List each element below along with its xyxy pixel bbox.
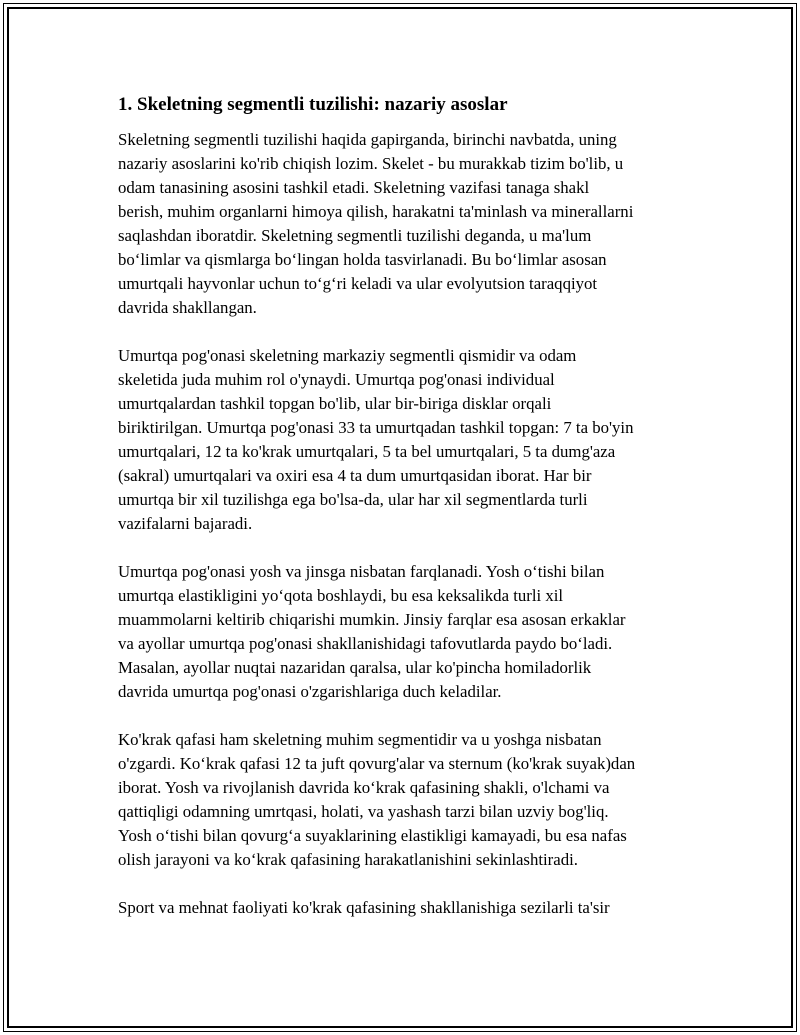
text-line: (sakral) umurtqalari va oxiri esa 4 ta dum umurtqasidan iborat. Har bir [118,466,592,485]
text-line: biriktirilgan. Umurtqa pog'onasi 33 ta umurtqadan tashkil topgan: 7 ta bo'yin [118,418,634,437]
text-line: odam tanasining asosini tashkil etadi. Skeletning vazifasi tanaga shakl [118,178,590,197]
text-line: umurtqa elastikligini yo‘qota boshlaydi, bu esa keksalikda turli xil [118,586,564,605]
text-line: Masalan, ayollar nuqtai nazaridan qaralsa, ular ko'pincha homiladorlik [118,658,592,677]
text-line: Ko'krak qafasi ham skeletning muhim segmentidir va u yoshga nisbatan [118,730,602,749]
text-line: umurtqalardan tashkil topgan bo'lib, ular bir-biriga disklar orqali [118,394,552,413]
paragraph [118,728,698,872]
text-line: Yosh o‘tishi bilan qovurg‘a suyaklarining elastikligi kamayadi, bu esa nafas [118,826,627,845]
text-line: davrida umurtqa pog'onasi o'zgarishlariga duch keladilar. [118,682,502,701]
paragraph [118,896,698,920]
paragraph-gap [118,320,698,344]
text-line: umurtqalari, 12 ta ko'krak umurtqalari, 5 ta bel umurtqalari, 5 ta dumg'aza [118,442,616,461]
text-line: bo‘limlar va qismlarga bo‘lingan holda tasvirlanadi. Bu bo‘limlar asosan [118,250,607,269]
section-heading: 1. Skeletning segmentli tuzilishi: nazariy asoslar [118,94,508,115]
text-line: Skeletning segmentli tuzilishi haqida gapirganda, birinchi navbatda, uning [118,130,617,149]
paragraph-gap [118,704,698,728]
text-line: saqlashdan iboratdir. Skeletning segmentli tuzilishi deganda, u ma'lum [118,226,592,245]
text-line: muammolarni keltirib chiqarishi mumkin. Jinsiy farqlar esa asosan erkaklar [118,610,626,629]
text-line: iborat. Yosh va rivojlanish davrida ko‘krak qafasining shakli, o'lchami va [118,778,610,797]
text-line: o'zgardi. Ko‘krak qafasi 12 ta juft qovurg'alar va sternum (ko'krak suyak)dan [118,754,636,773]
text-line: qattiqligi odamning umrtqasi, holati, va yashash tarzi bilan uzviy bog'liq. [118,802,609,821]
text-line: nazariy asoslarini ko'rib chiqish lozim. Skelet - bu murakkab tizim bo'lib, u [118,154,624,173]
text-line: berish, muhim organlarni himoya qilish, harakatni ta'minlash va minerallarni [118,202,634,221]
text-line: Sport va mehnat faoliyati ko'krak qafasining shakllanishiga sezilarli ta'sir [118,898,610,917]
text-line: olish jarayoni va ko‘krak qafasining harakatlanishini sekinlashtiradi. [118,850,578,869]
paragraph [118,344,698,536]
text-line: Umurtqa pog'onasi skeletning markaziy segmentli qismidir va odam [118,346,577,365]
text-line: umurtqali hayvonlar uchun to‘g‘ri keladi va ular evolyutsion taraqqiyot [118,274,598,293]
text-line: Umurtqa pog'onasi yosh va jinsga nisbatan farqlanadi. Yosh o‘tishi bilan [118,562,605,581]
paragraph [118,560,698,704]
document-body [118,92,698,920]
text-line: va ayollar umurtqa pog'onasi shakllanishidagi tafovutlarda paydo bo‘ladi. [118,634,613,653]
text-line: vazifalarni bajaradi. [118,514,253,533]
text-line: umurtqa bir xil tuzilishga ega bo'lsa-da, ular har xil segmentlarda turli [118,490,588,509]
paragraph [118,128,698,320]
paragraph-gap [118,872,698,896]
text-line: davrida shakllangan. [118,298,257,317]
paragraph-gap [118,536,698,560]
text-line: skeletida juda muhim rol o'ynaydi. Umurtqa pog'onasi individual [118,370,555,389]
